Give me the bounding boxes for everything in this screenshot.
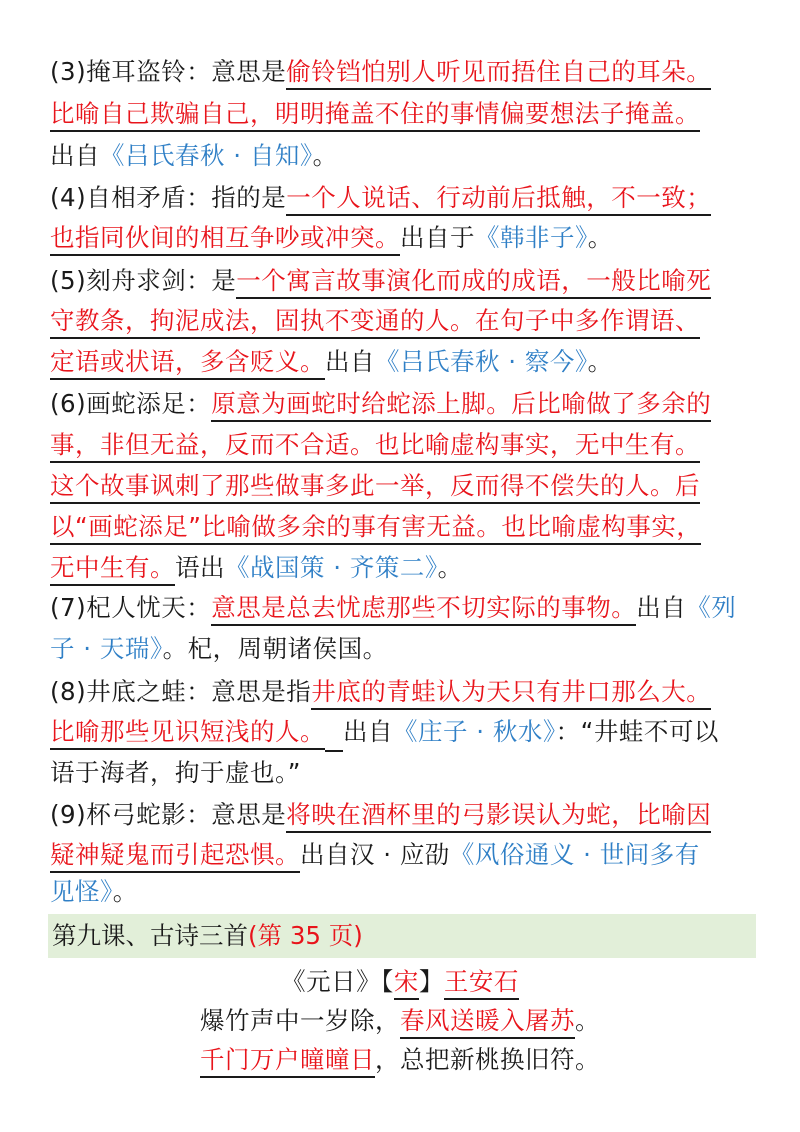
bracket-open: 【: [381, 967, 394, 996]
entry-6-line-3: [50, 467, 755, 505]
entry-number: (4): [50, 183, 87, 212]
poem-answer: 春风送暖入屠苏: [400, 1006, 575, 1039]
entry-9-line-1: [50, 796, 755, 834]
answer-text: 疑神疑鬼而引起恐惧。: [50, 840, 300, 873]
entry-lead: 意思是: [211, 800, 287, 829]
poem-line-2: [0, 1041, 800, 1079]
source-label: 语出: [175, 553, 225, 582]
punctuation: 。: [587, 347, 613, 376]
entry-7-line-1: [50, 589, 755, 627]
source-label: 出自: [50, 141, 100, 170]
punctuation: 。: [587, 223, 613, 252]
source-book: 《风俗通义 · 世间多有: [449, 840, 700, 869]
entry-3-line-3: [50, 137, 755, 175]
answer-text: 无中生有。: [50, 553, 175, 586]
entry-lead: 意思是指: [211, 677, 312, 706]
idiom-term: 自相矛盾：: [86, 183, 212, 212]
answer-text: 事，非但无益，反而不合适。也比喻虚构事实，无中生有。: [50, 430, 700, 463]
source-quote: 语于海者，拘于虚也。”: [50, 758, 301, 787]
source-book: 《战国策 · 齐策二》: [225, 553, 438, 582]
answer-text: 守教条，拘泥成法，固执不变通的人。在句子中多作谓语、: [50, 306, 700, 339]
entry-5-line-2: [50, 302, 755, 340]
source-quote: ：“井蛙不可以: [555, 717, 719, 746]
answer-blank: [325, 722, 343, 752]
lesson-title: [52, 917, 363, 955]
source-note: 。杞，周朝诸侯国。: [162, 634, 388, 663]
entry-4-line-2: [50, 219, 755, 257]
answer-text: 一个寓言故事演化而成的成语，一般比喻死: [236, 266, 711, 299]
entry-number: (9): [50, 800, 87, 829]
answer-text: 原意为画蛇时给蛇添上脚。后比喻做了多余的: [211, 389, 711, 422]
poem-text: 爆竹声中一岁除，: [200, 1006, 400, 1035]
punctuation: 。: [575, 1006, 600, 1035]
entry-9-line-3: [50, 873, 755, 911]
entry-number: (5): [50, 266, 87, 295]
entry-number: (7): [50, 593, 87, 622]
poem-line-1: [0, 1002, 800, 1040]
answer-text: 比喻那些见识短浅的人。: [50, 717, 325, 750]
punctuation: 。: [112, 877, 138, 906]
source-label: 出自: [325, 347, 375, 376]
entry-lead: 是: [211, 266, 237, 295]
idiom-term: 井底之蛙：: [86, 677, 212, 706]
source-book: 《韩非子》: [475, 223, 588, 252]
poem-author: 王安石: [444, 967, 519, 1000]
entry-3-line-2: [50, 95, 755, 133]
source-label: 出自于: [400, 223, 475, 252]
poem-dynasty: 宋: [394, 967, 419, 1000]
entry-7-line-2: [50, 630, 755, 668]
punctuation: 。: [437, 553, 463, 582]
entry-number: (8): [50, 677, 87, 706]
entry-number: (6): [50, 389, 87, 418]
idiom-term: 杞人忧天：: [86, 593, 212, 622]
source-book: 《庄子 · 秋水》: [393, 717, 556, 746]
source-label: 出自: [343, 717, 393, 746]
entry-6-line-2: [50, 426, 755, 464]
idiom-term: 杯弓蛇影：: [86, 800, 212, 829]
punctuation: 。: [312, 141, 338, 170]
answer-text: 偷铃铛怕别人听见而捂住自己的耳朵。: [286, 57, 711, 90]
answer-text: 将映在酒杯里的弓影误认为蛇，比喻因: [286, 800, 711, 833]
entry-6-line-4: [50, 508, 755, 546]
idiom-term: 画蛇添足：: [86, 389, 212, 418]
lesson-name: 第九课、古诗三首: [52, 921, 248, 950]
answer-text: 比喻自己欺骗自己，明明掩盖不住的事情偏要想法子掩盖。: [50, 99, 700, 132]
idiom-term: 掩耳盗铃：: [86, 57, 212, 86]
entry-9-line-2: [50, 836, 755, 874]
entry-lead: 指的是: [211, 183, 287, 212]
entry-lead: 意思是: [211, 57, 287, 86]
source-label: 出自汉 · 应劭: [300, 840, 450, 869]
bracket-close: 】: [418, 967, 444, 996]
entry-8-line-2: [50, 713, 755, 752]
poem-title: 《元日》: [281, 967, 382, 996]
answer-text: 井底的青蛙认为天只有井口那么大。: [311, 677, 711, 710]
answer-text: 也指同伙间的相互争吵或冲突。: [50, 223, 400, 256]
answer-text: 意思是总去忧虑那些不切实际的事物。: [211, 593, 636, 626]
source-book: 《列: [686, 593, 737, 622]
entry-3-line-1: [50, 53, 755, 91]
lesson-page-ref: (第 35 页): [248, 921, 363, 950]
entry-4-line-1: [50, 179, 755, 217]
answer-text: 这个故事讽刺了那些做事多此一举，反而得不偿失的人。后: [50, 471, 700, 504]
source-book: 见怪》: [50, 877, 113, 906]
source-book: 《吕氏春秋 · 察今》: [375, 347, 588, 376]
source-book: 《吕氏春秋 · 自知》: [100, 141, 313, 170]
entry-6-line-5: [50, 549, 755, 587]
entry-6-line-1: [50, 385, 755, 423]
answer-text: 一个人说话、行动前后抵触，不一致；: [286, 183, 711, 216]
entry-5-line-3: [50, 343, 755, 381]
source-book: 子 · 天瑞》: [50, 634, 163, 663]
poem-title-line: [0, 963, 800, 1001]
entry-8-line-3: [50, 754, 755, 792]
poem-answer: 千门万户曈曈日: [200, 1045, 375, 1078]
entry-number: (3): [50, 57, 87, 86]
answer-text: 定语或状语，多含贬义。: [50, 347, 325, 380]
idiom-term: 刻舟求剑：: [86, 266, 212, 295]
entry-8-line-1: [50, 673, 755, 711]
poem-text: ，总把新桃换旧符。: [375, 1045, 600, 1074]
answer-text: 以“画蛇添足”比喻做多余的事有害无益。也比喻虚构事实，: [50, 512, 701, 545]
source-label: 出自: [636, 593, 687, 622]
entry-5-line-1: [50, 262, 755, 300]
